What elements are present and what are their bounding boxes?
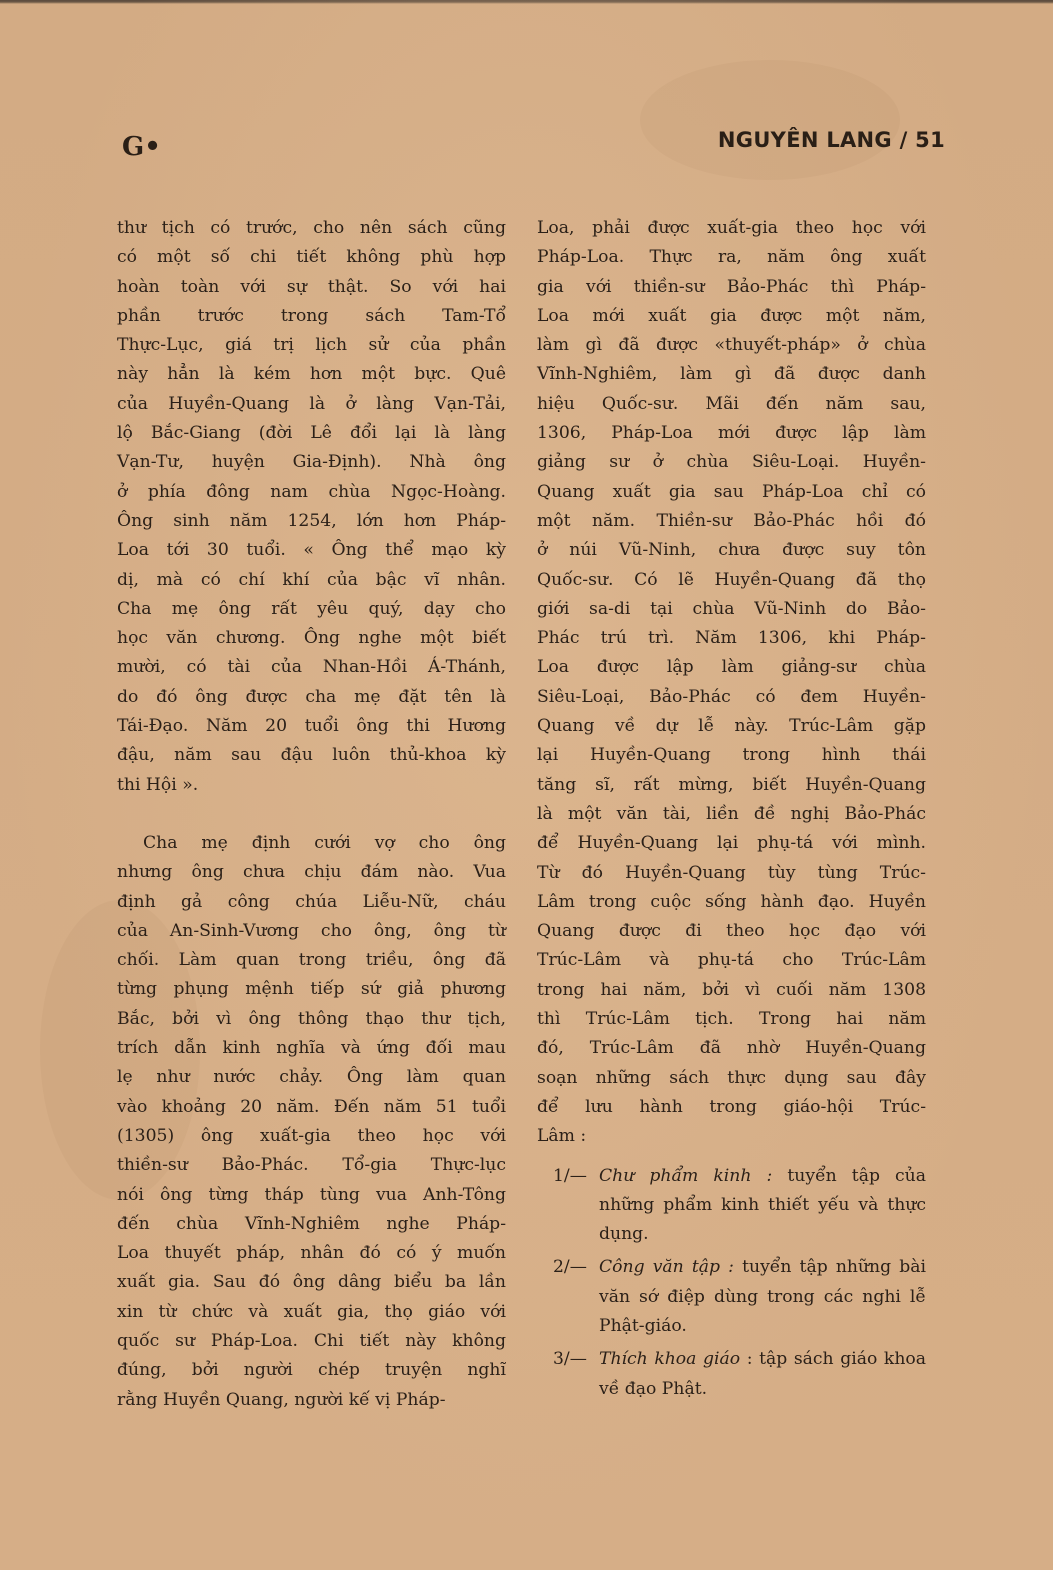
text-line: Loa được lập làm giảng-sư chùa	[537, 657, 926, 678]
text-line: Trúc-Lâm và phụ-tá cho Trúc-Lâm	[537, 950, 926, 971]
text-line: quốc sư Pháp-Loa. Chi tiết này không	[117, 1330, 506, 1351]
text-line: lại Huyền-Quang trong hình thái	[537, 745, 926, 766]
text-line: Phác trú trì. Năm 1306, khi Pháp-	[537, 628, 926, 649]
text-line: Vĩnh-Nghiêm, làm gì đã được danh	[537, 364, 926, 385]
text-line: giảng sư ở chùa Siêu-Loại. Huyền-	[537, 452, 926, 473]
right-column	[537, 214, 926, 1408]
text-line: mười, có tài của Nhan-Hồi Á-Thánh,	[117, 657, 506, 678]
text-line: Siêu-Loại, Bảo-Phác có đem Huyền-	[537, 686, 926, 707]
text-line: thì Trúc-Lâm tịch. Trong hai năm	[537, 1009, 926, 1030]
text-line: lẹ như nước chảy. Ông làm quan	[117, 1067, 506, 1088]
text-line: Loa thuyết pháp, nhân đó có ý muốn	[117, 1243, 506, 1264]
text-line: Quốc-sư. Có lẽ Huyền-Quang đã thọ	[537, 569, 926, 590]
list-item	[537, 1253, 926, 1341]
text-line: Loa tới 30 tuổi. « Ông thể mạo kỳ	[117, 540, 506, 561]
left-paragraph-1	[117, 214, 506, 800]
text-line: để Huyền-Quang lại phụ-tá với mình.	[537, 833, 926, 854]
text-line: Quang được đi theo học đạo với	[537, 921, 926, 942]
text-line: ở phía đông nam chùa Ngọc-Hoàng.	[117, 481, 506, 502]
text-line: Quang về dự lễ này. Trúc-Lâm gặp	[537, 716, 926, 737]
text-line: một năm. Thiền-sư Bảo-Phác hồi đó	[537, 510, 926, 531]
text-line: Ông sinh năm 1254, lớn hơn Pháp-	[117, 510, 506, 531]
work-description: tuyển tập những bài văn sớ điệp dùng trong các nghi lễ Phật-giáo.	[599, 1257, 926, 1336]
text-line: Cha mẹ định cưới vợ cho ông	[143, 832, 506, 853]
text-line: Lâm trong cuộc sống hành đạo. Huyền	[537, 891, 926, 912]
text-line: Loa, phải được xuất-gia theo học với	[537, 218, 926, 238]
list-number: 1/—	[553, 1165, 587, 1186]
right-paragraph-1	[537, 214, 926, 1152]
text-line: trích dẫn kinh nghĩa và ứng đối mau	[117, 1038, 506, 1059]
text-line: rằng Huyền Quang, người kế vị Pháp-	[117, 1389, 446, 1410]
text-line: giới sa-di tại chùa Vũ-Ninh do Bảo-	[537, 598, 926, 619]
text-line: đúng, bởi người chép truyện nghĩ	[117, 1360, 506, 1381]
text-line: nói ông từng tháp tùng vua Anh-Tông	[117, 1184, 506, 1205]
text-line: Thực-Lục, giá trị lịch sử của phần	[117, 335, 506, 356]
list-body	[599, 1345, 926, 1404]
text-line: tăng sĩ, rất mừng, biết Huyền-Quang	[537, 774, 926, 795]
list-item	[537, 1345, 926, 1404]
work-description: : tập sách giáo khoa về đạo Phật.	[599, 1349, 927, 1399]
work-title: Thích khoa giáo	[599, 1349, 741, 1370]
work-title: Công văn tập :	[599, 1257, 734, 1278]
text-line: Vạn-Tư, huyện Gia-Định). Nhà ông	[117, 452, 506, 473]
text-line: của An-Sinh-Vương cho ông, ông từ	[117, 920, 506, 941]
text-line: của Huyền-Quang là ở làng Vạn-Tải,	[117, 393, 506, 414]
text-line: Loa mới xuất gia được một năm,	[537, 305, 926, 326]
text-line: phần trước trong sách Tam-Tổ	[117, 305, 506, 326]
text-line: Pháp-Loa. Thực ra, năm ông xuất	[537, 247, 926, 268]
text-line: xin từ chức và xuất gia, thọ giáo với	[117, 1301, 506, 1322]
text-line: 1306, Pháp-Loa mới được lập làm	[537, 423, 926, 444]
left-column	[117, 214, 506, 1415]
text-line: chối. Làm quan trong triều, ông đã	[117, 950, 506, 971]
list-body	[599, 1253, 926, 1341]
text-line: Bắc, bởi vì ông thông thạo thư tịch,	[117, 1008, 506, 1029]
list-number: 3/—	[553, 1349, 587, 1370]
text-line: soạn những sách thực dụng sau đây	[537, 1067, 926, 1088]
text-line: là một văn tài, liền đề nghị Bảo-Phác	[537, 803, 926, 824]
text-line: dị, mà có chí khí của bậc vĩ nhân.	[117, 569, 506, 590]
text-line: ở núi Vũ-Ninh, chưa được suy tôn	[537, 540, 926, 561]
text-line: thi Hội ».	[117, 774, 199, 795]
text-line: vào khoảng 20 năm. Đến năm 51 tuổi	[117, 1096, 506, 1117]
text-line: định gả công chúa Liễu-Nữ, cháu	[117, 891, 506, 912]
list-number: 2/—	[553, 1257, 587, 1278]
text-line: để lưu hành trong giáo-hội Trúc-	[537, 1096, 926, 1117]
text-line: gia với thiền-sư Bảo-Phác thì Pháp-	[537, 276, 926, 297]
list-body	[599, 1162, 926, 1250]
text-line: có một số chi tiết không phù hợp	[117, 247, 506, 268]
running-head: NGUYÊN LANG / 51	[717, 128, 945, 152]
text-line: thiền-sư Bảo-Phác. Tổ-gia Thực-lục	[117, 1155, 506, 1176]
text-line: học văn chương. Ông nghe một biết	[117, 628, 506, 649]
text-line: từng phụng mệnh tiếp sứ giả phương	[117, 979, 506, 1000]
text-line: do đó ông được cha mẹ đặt tên là	[117, 686, 506, 707]
paragraph-gap	[117, 800, 506, 829]
text-line: Từ đó Huyền-Quang tùy tùng Trúc-	[537, 862, 926, 883]
text-line: trong hai năm, bởi vì cuối năm 1308	[537, 979, 926, 1000]
text-line: hiệu Quốc-sư. Mãi đến năm sau,	[537, 393, 926, 414]
text-line: đến chùa Vĩnh-Nghiêm nghe Pháp-	[117, 1213, 506, 1234]
paper-stain	[640, 60, 900, 180]
text-line: xuất gia. Sau đó ông dâng biểu ba lần	[117, 1272, 506, 1293]
text-line: Tái-Đạo. Năm 20 tuổi ông thi Hương	[117, 716, 506, 737]
left-paragraph-2	[117, 829, 506, 1415]
text-line: Quang xuất gia sau Pháp-Loa chỉ có	[537, 481, 926, 502]
text-line: đậu, năm sau đậu luôn thủ-khoa kỳ	[117, 745, 506, 766]
text-line: này hẳn là kém hơn một bực. Quê	[117, 364, 506, 385]
work-title: Chư phẩm kinh :	[599, 1165, 773, 1186]
work-description: tuyển tập của những phẩm kinh thiết yếu và thực dụng.	[599, 1165, 926, 1245]
text-line: Lâm :	[537, 1126, 587, 1147]
text-line: lộ Bắc-Giang (đời Lê đổi lại là làng	[117, 423, 506, 444]
list-item	[537, 1162, 926, 1250]
text-line: nhưng ông chưa chịu đám nào. Vua	[117, 862, 506, 883]
text-line: thư tịch có trước, cho nên sách cũng	[117, 218, 506, 238]
text-line: đó, Trúc-Lâm đã nhờ Huyền-Quang	[537, 1038, 926, 1059]
text-line: Cha mẹ ông rất yêu quý, dạy cho	[117, 598, 506, 619]
works-list	[537, 1162, 926, 1404]
text-line: làm gì đã được «thuyết-pháp» ở chùa	[537, 335, 926, 356]
signature-mark: G•	[122, 132, 161, 162]
text-line: (1305) ông xuất-gia theo học với	[117, 1125, 506, 1146]
text-line: hoàn toàn với sự thật. So với hai	[117, 276, 506, 297]
